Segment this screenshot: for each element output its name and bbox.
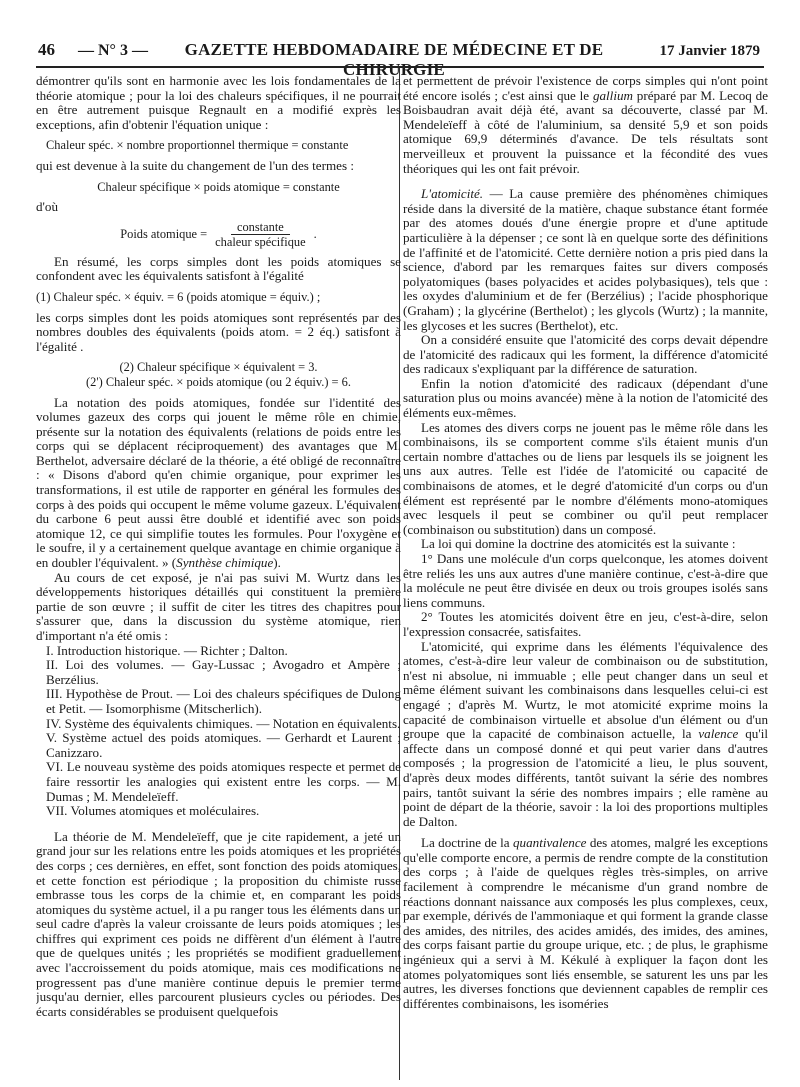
paragraph-text: — La cause première des phénomènes chimiques réside dans la diversité de la matière, chaque substance étant formée par des atomes doués d'une énergie propre et d'une aptitude particulière à la dépenser ; ce sont là en quelque sorte des définitions de l'affinité et de l'atomicité. Cette dernière notion a pris pied dans la science, d'abord par les remarques faites sur divers composés polyatomiques (bases polyacides et acides polybasiques), tels que : les oxydes d'aluminium et de fer (Berzélius) ; l'acide phosphorique (Graham) ; la glycérine (Berthelot) ; les glycols (Wurtz) ; la mannite, les glycoses et les sucres (Berthelot), etc. [403,186,768,333]
equation: Chaleur spéc. × nombre proportionnel thermique = constante [46,138,349,153]
equation: (1) Chaleur spéc. × équiv. = 6 (poids atomique = équiv.) ; [36,289,321,304]
emphasis: valence [698,726,739,742]
paragraph: Les atomes des divers corps ne jouent pas le même rôle dans les combinaisons, ils se comportent comme s'ils étaient munis d'un certain nombre d'attaches ou de liens par lesquels ils se joignent les uns aux autres. Telle est l'idée de l'atomicité ou capacité de combinaisons de atomes, et le degré d'atomicité d'un corps ou d'un élément est représenté par le nombre d'éléments mono-atomiques avec lesquels il peut se combiner ou qu'il peut remplacer (combinaison ou substitution) dans un composé. [403,419,768,537]
left-column [36,74,401,1079]
chapter-item: III. Hypothèse de Prout. — Loi des chaleurs spécifiques de Dulong et Petit. — Isomorphisme (Mitscherlich). [46,686,401,716]
paragraph: d'où [36,199,58,215]
numerator: constante [231,221,290,235]
citation-title: Synthèse chimique [176,555,274,571]
equation: Chaleur spécifique × poids atomique = constante [97,179,340,194]
page-number: 46 [38,40,55,59]
chapter-item: I. Introduction historique. — Richter ; Dalton. [46,642,288,658]
denominator: chaleur spécifique [215,234,306,249]
paragraph-text: La doctrine de la [421,835,513,851]
section-paragraph [403,187,768,333]
rule-item: 2° Toutes les atomicités doivent être en jeu, c'est-à-dire, selon l'expression consacrée, satisfaites. [403,609,768,639]
paragraph: La théorie de M. Mendeleïeff, que je cite rapidement, a jeté un grand jour sur les relations entre les poids atomiques et les propriétés des corps ; ces dernières, en effet, sont fonction des poids atomiques, et cette fonction est périodique ; la proposition du chimiste russe embrasse tous les corps de la chimie et, en comparant les poids atomiques du système actuel, il a pu ranger tous les éléments dans un seul cadre d'après la valeur croissante de leurs poids atomiques ; les chiffres qui expriment ces poids ne diffèrent d'un élément à l'autre que de quelques unités ; les propriétés se modifient graduellement avec l'accroissement du poids atomique, mais ces modifications ne progressent pas d'une manière continue depuis le premier terme jusqu'au dernier, elles parcourent plusieurs cycles ou périodes. Des écarts considérables se produisent quelquefois [36,828,401,1019]
journal-title: GAZETTE HEBDOMADAIRE DE MÉDECINE ET DE CHIRURGIE [184,40,604,79]
paragraph [36,396,401,571]
chapter-item: VII. Volumes atomiques et moléculaires. [46,803,260,819]
emphasis: quantivalence [513,835,587,851]
chapter-item: II. Loi des volumes. — Gay-Lussac ; Avogadro et Ampère ; Berzélius. [46,657,401,687]
section-heading: L'atomicité. [421,186,484,202]
rule-item: 1° Dans une molécule d'un corps quelconque, les atomes doivent être reliés les uns aux autres d'une manière continue, c'est-à-dire que la molécule ne peut être divisée en deux ou trois groupes isolés sans liens communs. [403,551,768,610]
chapter-item: V. Système actuel des poids atomiques. — Gerhardt et Laurent ; Canizzaro. [46,730,401,760]
fraction-equation [36,221,401,249]
paragraph-text: des atomes, malgré les exceptions qu'elle comporte encore, a permis de rendre compte de la constitution des corps ; à l'aide de quelques règles très-simples, on arrive facilement à comprendre le mécanisme d'un grand nombre de réactions donnant naissance aux composés les plus complexes, ceux, par exemple, dérivés de l'ammoniaque et qui forment la grande classe des amides, des nitriles, des acides amidés, des imides, des amines, des corps faisant partie du groupe urique, etc. ; de plus, le graphisme ingénieux qui a servi à M. Kékulé à expliquer la façon dont les atomes polyatomiques sont liés ensemble, se saturent les uns par les autres, les diverses fonctions que deviennent capables de remplir ces différentes combinaisons, les isoméries [403,835,768,1011]
equation: (2) Chaleur spécifique × équivalent = 3. [119,360,318,375]
equation: (2') Chaleur spéc. × poids atomique (ou 2 équiv.) = 6. [86,374,351,389]
paragraph: Enfin la notion d'atomicité des radicaux (dépendant d'une saturation plus ou moins avancée) mène à la notion de l'atomicité des éléments eux-mêmes. [403,375,768,421]
fraction [209,221,311,249]
paragraph: La loi qui domine la doctrine des atomicités est la suivante : [421,536,736,552]
paragraph [403,836,768,1011]
paragraph: Au cours de cet exposé, je n'ai pas suivi M. Wurtz dans les développements historiques détaillés qui constituent la première partie de son œuvre ; il suffit de citer les titres des chapitres pour s'assurer que, dans la discussion du système atomique, rien d'important n'a été omis : [36,569,401,643]
paragraph: On a considéré ensuite que l'atomicité des corps devait dépendre de l'atomicité des radicaux qui les forment, la différence d'atomicité des radicaux s'expliquant par la différence de saturation. [403,332,768,377]
paragraph: En résumé, les corps simples dont les poids atomiques se confondent avec les équivalents satisfont à l'égalité [36,253,401,284]
paragraph-text: qu'il affecte dans un composé donné et qui peut varier dans d'autres composés ; la progression de l'atomicité a lieu, le plus souvent, d'après deux modes différents, tantôt suivant la série des nombres pairs, tantôt suivant la série des nombres impairs ; elle ramène au point de départ de la théorie, savoir : la loi des proportions multiples de Dalton. [403,726,768,829]
paragraph [403,74,768,176]
chapter-item: IV. Système des équivalents chimiques. — Notation en équivalents. [46,715,401,731]
paragraph: démontrer qu'ils sont en harmonie avec les lois fondamentales de la théorie atomique ; pour la loi des chaleurs spécifiques, il ne pourrait en être autrement puisque Regnault en a modifié exprès les exceptions, afin d'obtenir l'équation unique : [36,74,401,132]
paragraph: les corps simples dont les poids atomiques sont représentés par des nombres doubles des équivalents (poids atom. = 2 éq.) satisfont à l'égalité . [36,309,401,354]
issue-number: — N° 3 — [78,42,148,59]
equation-end: . [313,227,317,242]
right-column [403,74,768,1079]
paragraph [403,640,768,830]
paragraph-text: La notation des poids atomiques, fondée sur l'identité des volumes gazeux des corps qui jouent le même rôle en chimie, présente sur la notation des équivalents (relations de poids entre les corps qui se déplacent réciproquement) des avantages que M. Berthelot, adversaire déclaré de la théorie, a été obligé de reconnaître : « Disons d'abord qu'en chimie organique, pour exprimer les transformations, il est utile de rapporter en général les formules des corps à des poids qui occupent le même volume gazeux. L'équivalent du carbone 6 peut aussi être doublé et identifié avec son poids atomique 12, ce qui simplifie toutes les formules. Pour l'oxygène et le soufre, il y a certainement quelque avantage en chimie organique à en doubler l'équivalent. » ( [36,394,401,571]
running-header [38,40,760,79]
paragraph-text: et permettent de prévoir l'existence de corps simples qui n'ont point été encore isolés ; c'est ainsi que le [403,74,768,103]
paragraph: qui est devenue à la suite du changement de l'un des termes : [36,157,354,173]
issue-date: 17 Janvier 1879 [659,43,760,59]
equation-lhs: Poids atomique = [120,227,208,242]
paragraph-text: ). [273,555,281,571]
chapter-item: VI. Le nouveau système des poids atomiques respecte et permet de faire ressortir les analogies qui existent entre les corps. — M. Dumas ; M. Mendeleïeff. [46,759,401,804]
emphasis: gallium [592,87,633,103]
paragraph-text: préparé par M. Lecoq de Boisbaudran avait déjà été, avant sa découverte, classé par M. Mendeleïeff à côté de l'aluminium, sa densité 5,9 et son poids atomique 69,9 déterminés d'avance. De tels résultats sont merveilleux et prouvent la puissance et la fécondité des vues théoriques qui les ont fait prévoir. [403,87,768,176]
paragraph-text: L'atomicité, qui exprime dans les éléments l'équivalence des atomes, c'est-à-dire leur valeur de combinaison ou de substitution, n'est ni absolue, ni immuable ; elle peut changer dans un seul et même élément suivant les combinaisons dans lesquelles celui-ci est engagé ; d'après M. Wurtz, le mot atomicité exprime moins la capacité de combinaison virtuelle et absolue d'un élément ou d'un groupe que la capacité de combinaison actuelle, la [403,638,768,742]
header-rule [36,66,764,68]
